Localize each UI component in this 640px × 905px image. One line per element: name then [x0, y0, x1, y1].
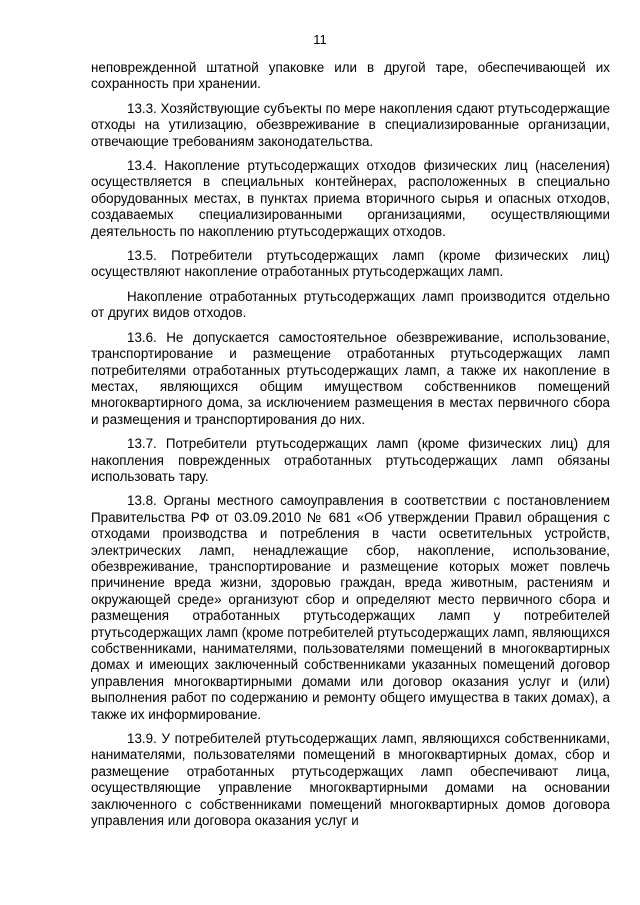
paragraph-13-6: 13.6. Не допускается самостоятельное обезвреживание, использование, транспортирование и размещение отработанных ртутьсодержащих ламп потребителями отработанных ртутьсодержащих ламп, а также их накопление в местах, являющихся общим имуществом собственников помещений многоквартирного дома, за исключением размещения в местах первичного сбора и размещения и транспортирования до них.	[91, 329, 610, 427]
paragraph-13-5: 13.5. Потребители ртутьсодержащих ламп (кроме физических лиц) осуществляют накопление отработанных ртутьсодержащих ламп.	[91, 248, 610, 280]
page-number: 11	[313, 32, 327, 47]
paragraph-13-3: 13.3. Хозяйствующие субъекты по мере накопления сдают ртутьсодержащие отходы на утилизацию, обезвреживание в специализированные организации, отвечающие требованиям законодательства.	[91, 100, 610, 149]
paragraph-13-9: 13.9. У потребителей ртутьсодержащих ламп, являющихся собственниками, нанимателями, пользователями помещений в многоквартирных домах, сбор и размещение отработанных ртутьсодержащих ламп обеспечивают лица, осуществляющие управление многоквартирными домами на основании заключенного с собственниками помещений многоквартирных домов договора управления или договора оказания услуг и	[91, 731, 610, 829]
paragraph-13-5-continued: Накопление отработанных ртутьсодержащих ламп производится отдельно от других видов отходов.	[91, 288, 610, 321]
paragraph-13-4: 13.4. Накопление ртутьсодержащих отходов физических лиц (населения) осуществляется в специальных контейнерах, расположенных в специально оборудованных местах, в пунктах приема вторичного сырья и опасных отходов, создаваемых специализированными организациями, осуществляющими деятельность по накоплению ртутьсодержащих отходов.	[91, 158, 610, 239]
paragraph-13-8: 13.8. Органы местного самоуправления в соответствии с постановлением Правительства РФ от 03.09.2010 № 681 «Об утверждении Правил обращения с отходами производства и потребления в части осветительных устройств, электрических ламп, ненадлежащие сбор, накопление, использование, обезвреживание, транспортирование и размещение которых может повлечь причинение вреда жизни, здоровью граждан, вреда животным, растениям и окружающей среде» организуют сбор и определяют место первичного сбора и размещения отработанных ртутьсодержащих ламп у потребителей ртутьсодержащих ламп (кроме потребителей ртутьсодержащих ламп, являющихся собственниками, нанимателями, пользователями помещений в многоквартирных домах и имеющих заключенный собственниками указанных помещений договор управления многоквартирными домами или договор оказания услуг и (или) выполнения работ по содержанию и ремонту общего имущества в таких домах), а также их информирование.	[91, 493, 610, 722]
paragraph-13-7: 13.7. Потребители ртутьсодержащих ламп (кроме физических лиц) для накопления поврежденных отработанных ртутьсодержащих ламп обязаны использовать тару.	[91, 436, 610, 484]
paragraph-continuation: неповрежденной штатной упаковке или в другой таре, обеспечивающей их сохранность при хранении.	[91, 60, 610, 92]
document-body	[91, 60, 610, 829]
